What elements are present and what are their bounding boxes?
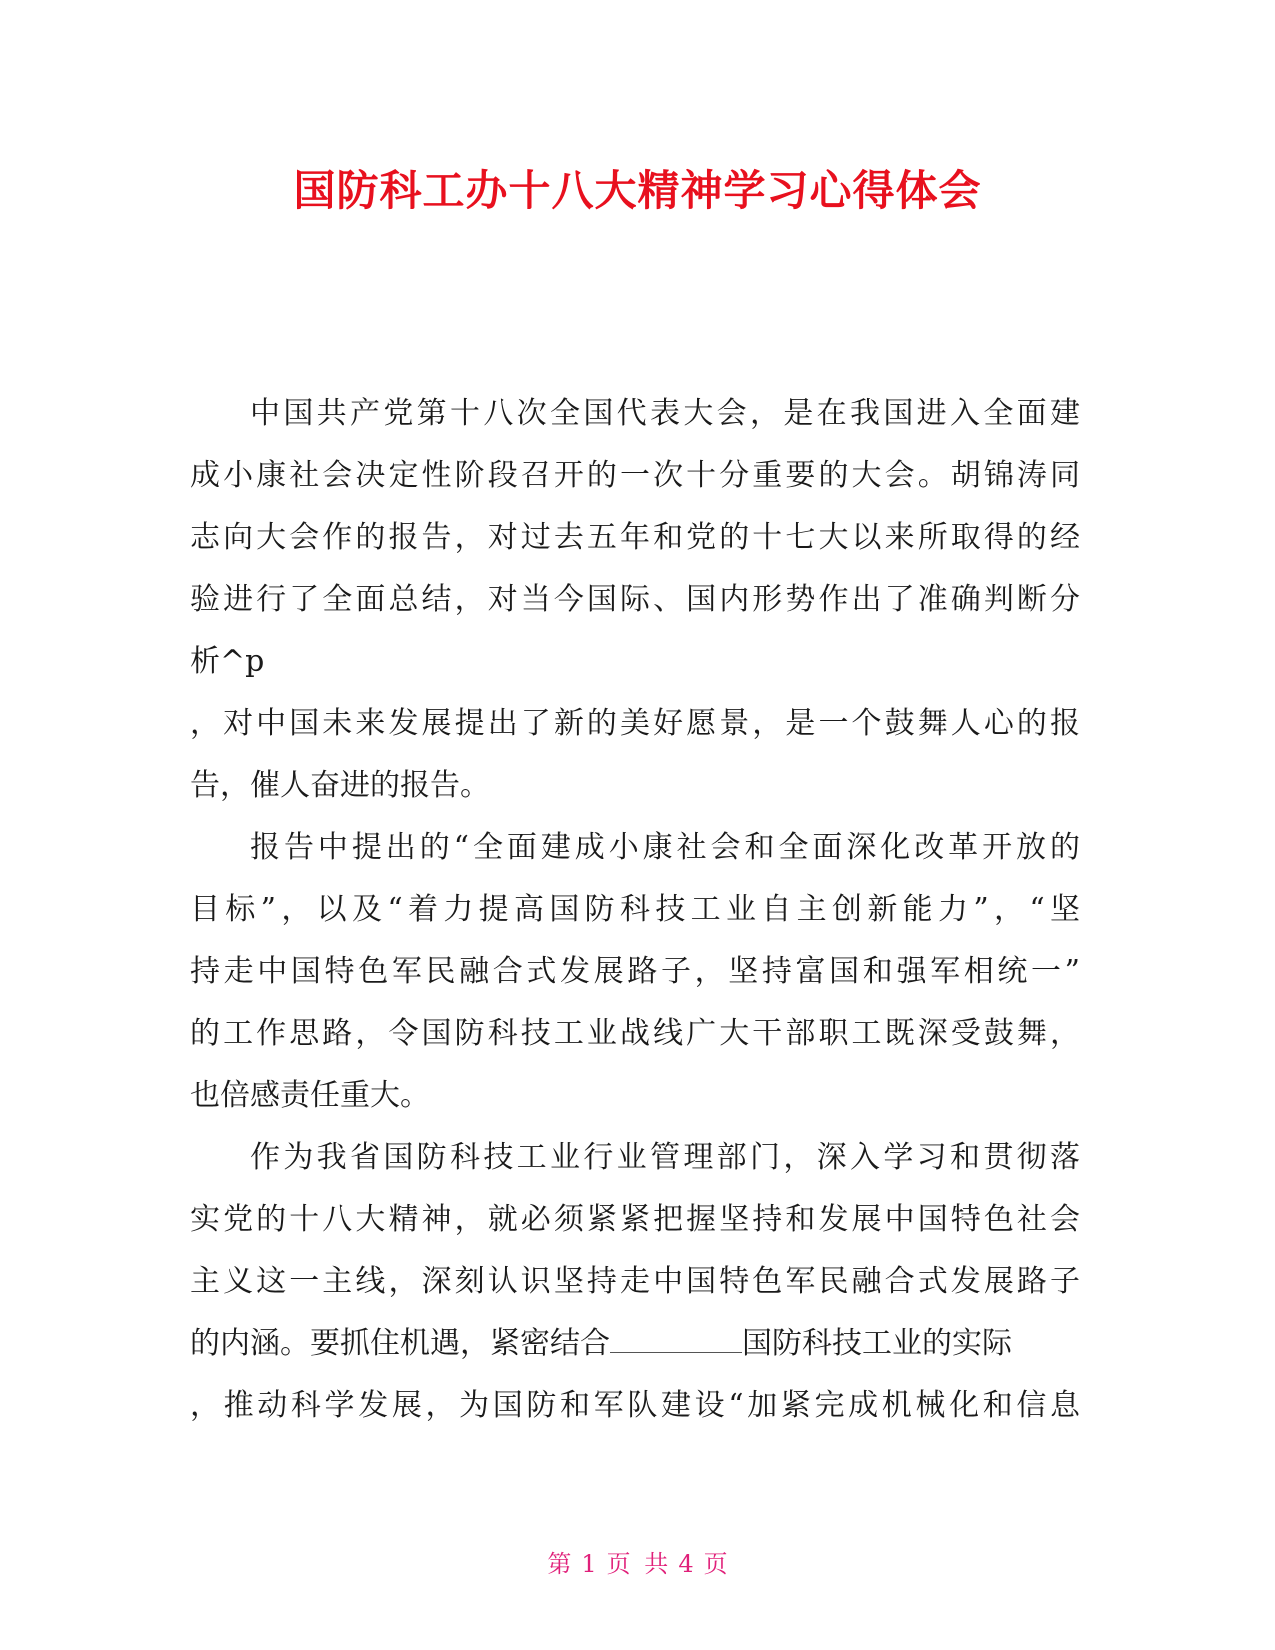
paragraph-1-line-2: 成小康社会决定性阶段召开的一次十分重要的大会。胡锦涛同 xyxy=(190,458,1080,493)
line-text-before-blank: 的内涵。要抓住机遇，紧密结合 xyxy=(190,1326,610,1361)
footer-prefix: 第 xyxy=(547,1550,572,1578)
paragraph-1-line-5: 析^p xyxy=(190,644,265,679)
paragraph-3-line-2: 实党的十八大精神，就必须紧紧把握坚持和发展中国特色社会 xyxy=(190,1202,1080,1237)
footer-page-total: 4 xyxy=(678,1550,694,1578)
fill-in-blank xyxy=(610,1326,742,1353)
paragraph-3-line-4 xyxy=(190,1324,1080,1364)
paragraph-3-line-5: ，推动科学发展，为国防和军队建设“加紧完成机械化和信息 xyxy=(190,1388,1080,1423)
paragraph-2-line-3: 持走中国特色军民融合式发展路子，坚持富国和强军相统一” xyxy=(190,954,1080,989)
paragraph-2-line-2: 目标”，以及“着力提高国防科技工业自主创新能力”，“坚 xyxy=(190,892,1080,927)
paragraph-2-line-5: 也倍感责任重大。 xyxy=(190,1078,430,1113)
paragraph-1-line-1: 中国共产党第十八次全国代表大会，是在我国进入全面建 xyxy=(250,396,1080,431)
paragraph-2-line-4: 的工作思路，令国防科技工业战线广大干部职工既深受鼓舞， xyxy=(190,1016,1080,1051)
footer-suffix: 页 xyxy=(703,1550,728,1578)
line-text-after-blank: 国防科技工业的实际 xyxy=(742,1326,1012,1361)
paragraph-1-line-6: ，对中国未来发展提出了新的美好愿景，是一个鼓舞人心的报 xyxy=(190,706,1080,741)
footer-page-current: 1 xyxy=(581,1550,597,1578)
paragraph-3-line-1: 作为我省国防科技工业行业管理部门，深入学习和贯彻落 xyxy=(250,1140,1080,1175)
paragraph-1-line-4: 验进行了全面总结，对当今国际、国内形势作出了准确判断分 xyxy=(190,582,1080,617)
paragraph-1-line-3: 志向大会作的报告，对过去五年和党的十七大以来所取得的经 xyxy=(190,520,1080,555)
page-footer xyxy=(0,1544,1275,1579)
paragraph-1-line-7: 告，催人奋进的报告。 xyxy=(190,768,490,803)
footer-middle: 页 共 xyxy=(606,1550,669,1578)
document-title: 国防科工办十八大精神学习心得体会 xyxy=(293,166,982,215)
paragraph-2-line-1: 报告中提出的“全面建成小康社会和全面深化改革开放的 xyxy=(250,830,1080,865)
paragraph-3-line-3: 主义这一主线，深刻认识坚持走中国特色军民融合式发展路子 xyxy=(190,1264,1080,1299)
